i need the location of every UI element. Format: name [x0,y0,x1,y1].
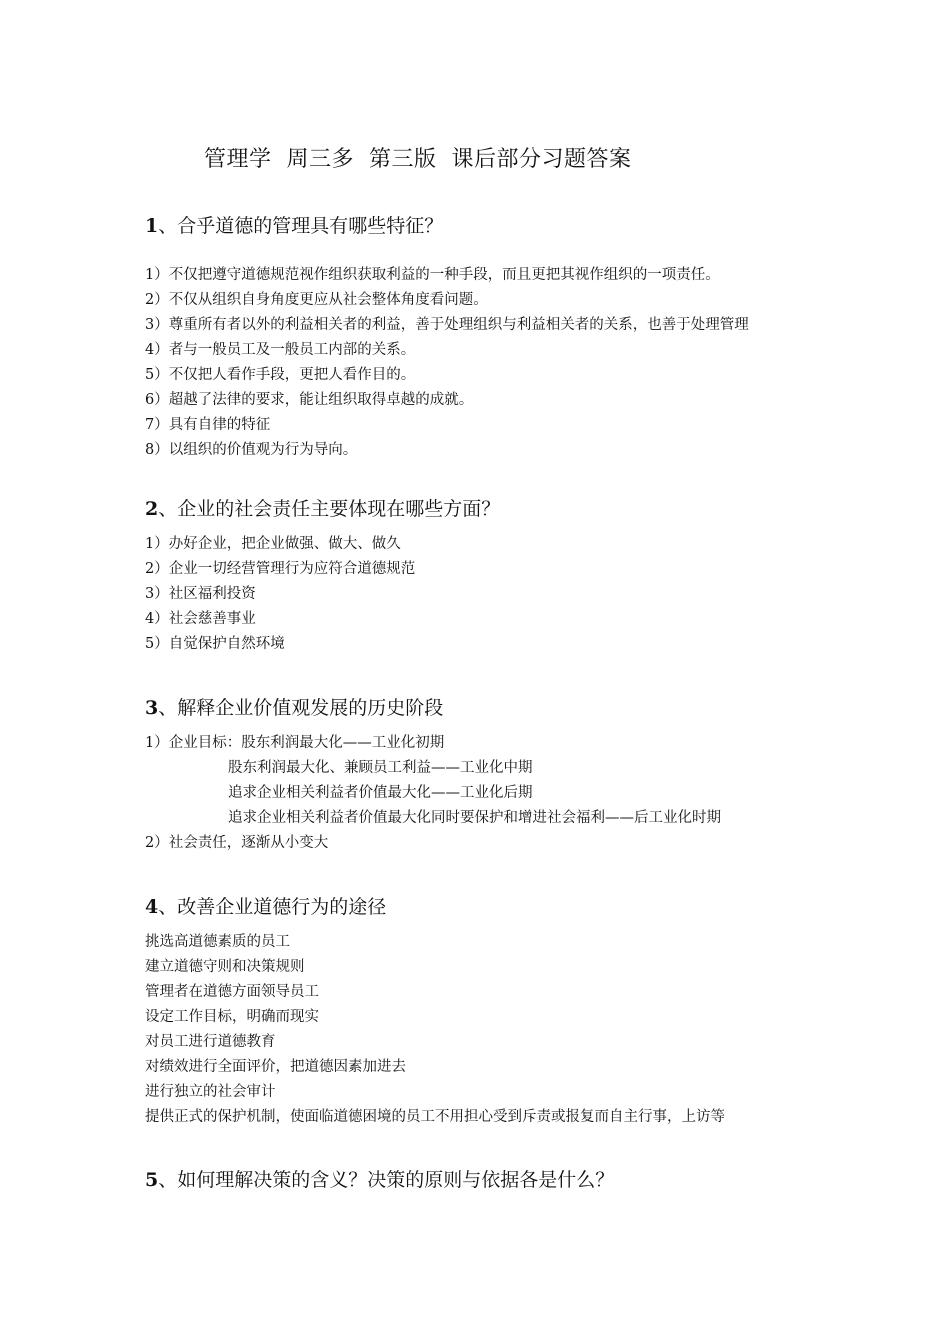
answer-item: 3）尊重所有者以外的利益相关者的利益，善于处理组织与利益相关者的关系，也善于处理管理 [145,317,749,333]
answer-item: 6）超越了法律的要求，能让组织取得卓越的成就。 [145,392,474,408]
section-number: 2 [145,498,159,520]
answer-item: 1）不仅把遵守道德规范视作组织获取利益的一种手段，而且更把其视作组织的一项责任。 [145,267,720,283]
answer-item: 管理者在道德方面领导员工 [145,984,319,1000]
answer-item: 3）社区福利投资 [145,586,256,602]
answer-item: 对绩效进行全面评价，把道德因素加进去 [145,1059,406,1075]
section-heading [145,693,865,723]
section-question: 改善企业道德行为的途径 [177,896,387,918]
answer-item: 设定工作目标，明确而现实 [145,1009,319,1025]
answer-item: 2）不仅从组织自身角度更应从社会整体角度看问题。 [145,292,488,308]
section-number: 4 [145,896,159,918]
section-question: 合乎道德的管理具有哪些特征？ [177,215,444,237]
section-4 [145,892,865,1130]
answer-item: 提供正式的保护机制，使面临道德困境的员工不用担心受到斥责或报复而自主行事，上访等 [145,1109,725,1125]
section-number: 3 [145,697,159,719]
section-1 [145,211,865,463]
section-question: 如何理解决策的含义？决策的原则与依据各是什么？ [177,1169,615,1191]
answer-item: 建立道德守则和决策规则 [145,959,305,975]
document-title: 管理学 周三多 第三版 课后部分习题答案 [204,147,632,172]
answer-item: 5）不仅把人看作手段，更把人看作目的。 [145,367,416,383]
section-separator: 、 [158,896,178,918]
answer-item: 进行独立的社会审计 [145,1084,276,1100]
answer-item: 2）企业一切经营管理行为应符合道德规范 [145,561,416,577]
answer-item: 7）具有自律的特征 [145,417,271,433]
section-separator: 、 [158,1169,178,1191]
section-3 [145,693,865,856]
answer-list [145,930,865,1130]
section-separator: 、 [158,498,178,520]
answer-item: 8）以组织的价值观为行为导向。 [145,442,358,458]
answer-item: 4）社会慈善事业 [145,611,256,627]
answer-list [145,532,865,657]
answer-item: 追求企业相关利益者价值最大化同时要保护和增进社会福利——后工业化时期 [228,810,721,826]
answer-item: 挑选高道德素质的员工 [145,934,290,950]
section-separator: 、 [158,697,178,719]
section-heading [145,892,865,922]
answer-item: 5）自觉保护自然环境 [145,636,285,652]
answer-item: 追求企业相关利益者价值最大化——工业化后期 [228,785,533,801]
section-number: 1 [145,215,159,237]
section-question: 解释企业价值观发展的历史阶段 [177,697,444,719]
answer-item: 4）者与一般员工及一般员工内部的关系。 [145,342,416,358]
section-question: 企业的社会责任主要体现在哪些方面？ [177,498,501,520]
section-heading [145,211,865,241]
answer-item: 1）办好企业，把企业做强、做大、做久 [145,536,401,552]
section-2 [145,494,865,657]
section-heading [145,1165,865,1195]
answer-item: 1）企业目标：股东利润最大化——工业化初期 [145,735,445,751]
answer-item: 对员工进行道德教育 [145,1034,276,1050]
answer-list [145,731,865,856]
section-5 [145,1165,865,1195]
answer-list [145,263,865,463]
answer-item: 2）社会责任，逐渐从小变大 [145,835,329,851]
answer-item: 股东利润最大化、兼顾员工利益——工业化中期 [228,760,533,776]
section-heading [145,494,865,524]
section-separator: 、 [158,215,178,237]
section-number: 5 [145,1169,159,1191]
